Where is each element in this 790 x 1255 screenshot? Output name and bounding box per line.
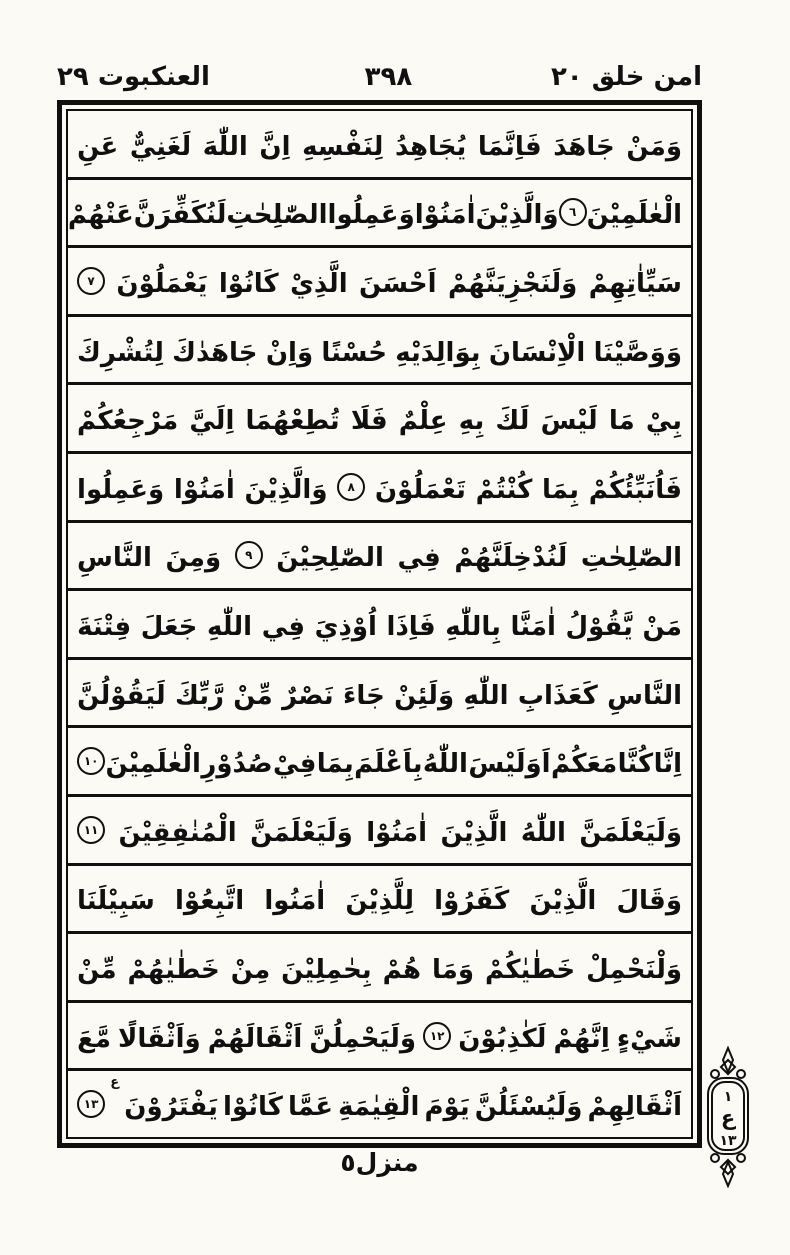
word: اللّٰهُ (520, 817, 566, 848)
word: النَّاسِ (77, 543, 152, 574)
word: اِنَّهُمْ (553, 1023, 610, 1054)
word: لَيَقُوْلُنَّ (77, 680, 166, 711)
word: كُنَّا (617, 749, 654, 780)
word: سَبِيْلَنَا (77, 886, 155, 917)
word: وَلَيَعْلَمَنَّ (250, 817, 353, 848)
word: بِحٰمِلِيْنَ (281, 954, 372, 985)
word: فَاِذَا (386, 611, 436, 642)
word: وَعَمِلُوا (77, 474, 165, 505)
word: وَلَنَجْزِيَنَّهُمْ (447, 268, 578, 299)
word: يَّقُوْلُ (565, 611, 633, 642)
word: وَلَيَعْلَمَنَّ (579, 817, 682, 848)
word: اللّٰهُ (422, 749, 468, 780)
word: مَّعَ (77, 1023, 111, 1054)
word: كَعَذَابِ (517, 680, 598, 711)
ruku-medallion (692, 1046, 764, 1188)
word: الَّذِيْنَ (440, 817, 508, 848)
word: تَعْمَلُوْنَ (374, 474, 466, 505)
ayah-end-marker: ١٠ (77, 747, 105, 775)
word: لِنَفْسِهِ (302, 131, 384, 162)
word: اٰمَنُوْا (366, 817, 428, 848)
word: كَانُوْا (218, 268, 279, 299)
word: فِيْ (273, 749, 317, 780)
word: بِوَالِدَيْهِ (395, 337, 481, 368)
word: لَكٰذِبُوْنَ (458, 1023, 547, 1054)
word: فَاِنَّمَا (477, 131, 542, 162)
ruku-bottom-number: ١٣ (719, 1133, 737, 1149)
quran-line (68, 866, 691, 935)
word: مِّنْ (233, 680, 273, 711)
word: وَمَا (431, 954, 475, 985)
ayah-end-marker: ٦ (559, 198, 587, 226)
word: مِنْ (230, 954, 271, 985)
word: فَاُنَبِّئُكُمْ (588, 474, 682, 505)
word: بِمَا (542, 474, 579, 505)
word: لَنُدْخِلَنَّهُمْ (454, 543, 568, 574)
word: الَّذِيْ (290, 268, 348, 299)
word: وَلَيُسْئَلُنَّ (474, 1092, 583, 1123)
word: جَاءَ (343, 680, 385, 711)
word: مَرْجِعُكُمْ (77, 406, 179, 437)
waqf-sign: ع (110, 1075, 120, 1091)
quran-line (68, 385, 691, 454)
word: عَنْهُمْ (68, 200, 134, 231)
word: بِاَعْلَمَ (354, 749, 423, 780)
word: اَثْقَالَهُمْ (207, 1023, 303, 1054)
word: وَلَيَحْمِلُنَّ (309, 1023, 417, 1054)
word: بِمَا (316, 749, 354, 780)
quran-line (68, 111, 691, 180)
word: مَا (608, 406, 635, 437)
word: وَالَّذِيْنَ (475, 200, 559, 231)
word: الْمُنٰفِقِيْنَ (118, 817, 237, 848)
quran-line (68, 317, 691, 386)
word: وَمِنَ (165, 543, 222, 574)
page-number: ٣٩٨ (364, 62, 413, 92)
quran-line (68, 797, 691, 866)
word: لَيْسَ (540, 406, 598, 437)
ayah-end-marker: ١٣ (77, 1090, 105, 1118)
word: وَلَئِنْ (394, 680, 455, 711)
word: وَالَّذِيْنَ (244, 474, 328, 505)
word: كَانُوْا (223, 1092, 283, 1123)
manzil-label: منزل٥ (340, 1148, 419, 1177)
ayah-end-marker: ٩ (235, 541, 263, 569)
page-header (57, 48, 702, 92)
word: عِلْمٌ (398, 406, 448, 437)
surah-label: العنكبوت ٢٩ (57, 62, 210, 92)
word: بِاللّٰهِ (445, 611, 501, 642)
word: الْعٰلَمِيْنَ (586, 200, 682, 231)
word: جَاهَدَ (553, 131, 615, 162)
word: فِتْنَةَ (77, 611, 132, 642)
word: وَقَالَ (616, 886, 682, 917)
word: النَّاسِ (607, 680, 682, 711)
quran-line (68, 1071, 691, 1137)
ayah-end-marker: ٧ (77, 267, 105, 295)
word: لِتُشْرِكَ (77, 337, 164, 368)
quran-line (68, 934, 691, 1003)
ayah-end-marker: ١١ (77, 816, 105, 844)
word: اٰمَنُوْا (414, 200, 476, 231)
quran-line (68, 180, 691, 249)
word: وَلْنَحْمِلْ (586, 954, 682, 985)
quran-line (68, 523, 691, 592)
word: الصّٰلِحِيْنَ (276, 543, 384, 574)
word: عَنِ (77, 131, 119, 162)
word: الْاِنْسَانَ (488, 337, 586, 368)
word: سَيِّاٰتِهِمْ (588, 268, 682, 299)
word: اٰمَنَّا (510, 611, 556, 642)
word: بِيْ (645, 406, 682, 437)
word: لَنُكَفِّرَنَّ (133, 200, 227, 231)
word: اللّٰهِ (463, 680, 509, 711)
word: هُمْ (382, 954, 422, 985)
word: مِّنْ (77, 954, 117, 985)
word: الْعٰلَمِيْنَ (105, 749, 201, 780)
quran-line (68, 660, 691, 729)
word: الصّٰلِحٰتِ (226, 200, 328, 231)
quran-line (68, 454, 691, 523)
word: جَاهَدٰكَ (172, 337, 258, 368)
word: اَوَلَيْسَ (468, 749, 551, 780)
quran-line (68, 728, 691, 797)
word: اتَّبِعُوْا (175, 886, 245, 917)
word: اَثْقَالِهِمْ (587, 1092, 682, 1123)
word: مَعَكُمْ (550, 749, 618, 780)
word: اُوْذِيَ (314, 611, 377, 642)
quran-line (68, 248, 691, 317)
juz-label: امن خلق ٢٠ (550, 62, 702, 92)
word: يَعْمَلُوْنَ (116, 268, 208, 299)
word: اٰمَنُوا (264, 886, 326, 917)
word: عَمَّا (288, 1092, 334, 1123)
quran-line (68, 591, 691, 660)
word: اللّٰهَ (202, 131, 248, 162)
word: خَطٰيٰكُمْ (484, 954, 576, 985)
word: وَاِنْ (265, 337, 314, 368)
word: مَنْ (642, 611, 682, 642)
quran-line (68, 1003, 691, 1072)
ruku-ain: ع (720, 1106, 736, 1130)
word: اَحْسَنَ (359, 268, 437, 299)
quran-text-block (66, 109, 693, 1139)
word: فَلَا (350, 406, 388, 437)
word: فِي (261, 611, 306, 642)
word: صُدُوْرِ (201, 749, 273, 780)
word: تُطِعْهُمَا (245, 406, 340, 437)
ruku-top-number: ١ (723, 1089, 733, 1105)
word: شَيْءٍ (616, 1023, 682, 1054)
word: كَفَرُوْا (434, 886, 510, 917)
word: الْقِيٰمَةِ (338, 1092, 420, 1123)
word: اللّٰهِ (207, 611, 253, 642)
word: حُسْنًا (321, 337, 387, 368)
word: اِنَّا (653, 749, 682, 780)
word: بِهِ (458, 406, 485, 437)
word: الصّٰلِحٰتِ (580, 543, 682, 574)
word: وَوَصَّيْنَا (593, 337, 682, 368)
word: اٰمَنُوْا (173, 474, 235, 505)
word: اِلَيَّ (189, 406, 235, 437)
word: لَكَ (495, 406, 530, 437)
ayah-end-marker: ١٢ (423, 1022, 451, 1050)
word: يَوْمَ (424, 1092, 470, 1123)
word: لَغَنِيٌّ (129, 131, 192, 162)
word: وَاَثْقَالًا (118, 1023, 201, 1054)
ayah-end-marker: ٨ (337, 473, 365, 501)
word: يَفْتَرُوْنَ (124, 1092, 218, 1123)
word: وَمَنْ (626, 131, 682, 162)
quran-frame (57, 100, 702, 1148)
word: يُجَاهِدُ (395, 131, 467, 162)
word: خَطٰيٰهُمْ (127, 954, 220, 985)
word: كُنْتُمْ (475, 474, 533, 505)
word: نَصْرٌ (282, 680, 334, 711)
ruku-ornament-icon (692, 1046, 764, 1188)
word: الَّذِيْنَ (529, 886, 597, 917)
word: اِنَّ (259, 131, 291, 162)
word: وَعَمِلُوا (327, 200, 415, 231)
word: رَّبِّكَ (174, 680, 224, 711)
word: جَعَلَ (140, 611, 198, 642)
word: فِي (397, 543, 441, 574)
word: لِلَّذِيْنَ (345, 886, 414, 917)
